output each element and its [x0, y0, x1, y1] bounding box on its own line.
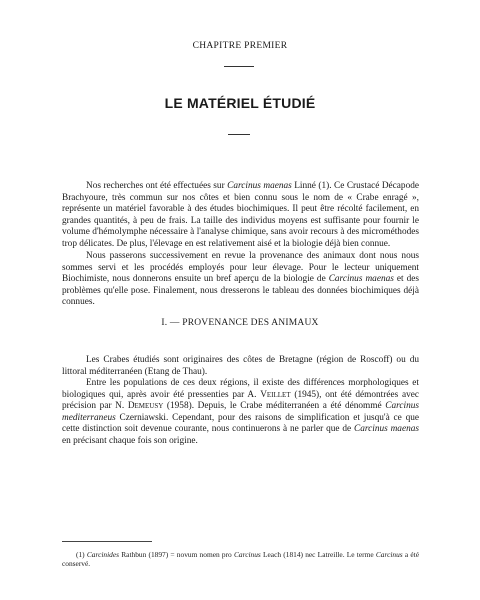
text-run: en précisant chaque fois son origine.: [62, 435, 198, 446]
section-paragraph-2: [62, 378, 419, 447]
species-name: Carcinus maenas: [354, 424, 419, 435]
author-name: Demeusy: [127, 401, 164, 412]
section-heading: I. — PROVENANCE DES ANIMAUX: [161, 318, 319, 328]
genus-name: Carcinides: [86, 550, 120, 559]
species-name: Carcinus maenas: [328, 274, 394, 285]
genus-name: Carcinus: [233, 550, 261, 559]
text-run: Linné (1). Ce Crustacé Décapode Brachyoure, très commun sur nos côtes et bien connu sous le nom de « Crabe enragé », représente un matériel favorable à des études biochimiques. Il peut être récolté facilement, en grandes quantités, à peu de frais. La taille des individus moyens est suffisante pour fournir le volume d'hémolymphe nécessaire à l'analyse chimique, sans avoir recours à des microméthodes trop délicates. De plus, l'élevage en est relativement aisé et la biologie déjà bien connue.: [62, 181, 419, 249]
text-run: Nous passerons successivement en revue la provenance des animaux dont nous nous sommes servi et les procédés employés pour leur élevage. Pour le lecteur uniquement Biochimiste, nous donnerons ensuite un bref aperçu de la biologie de: [62, 251, 419, 285]
text-run: Entre les populations de ces deux régions, il existe des différences morphologiques et biologiques qui, après avoir été pressenties par A.: [62, 378, 419, 400]
genus-name: Carcinus: [375, 550, 403, 559]
chapter-title: LE MATÉRIEL ÉTUDIÉ: [164, 95, 316, 111]
footnote-rule: [62, 541, 152, 542]
text-run: a été conservé.: [62, 550, 420, 569]
chapter-label: CHAPITRE PREMIER: [192, 41, 288, 51]
text-run: (1): [76, 550, 87, 559]
ornament-rule-title: [228, 134, 250, 135]
species-name: Carcinus mediterraneus: [62, 401, 419, 423]
author-name: Veillet: [260, 389, 291, 400]
text-run: Rathbun (1897) = novum nomen pro: [119, 550, 234, 559]
text-run: (1945), ont été démontrées avec précision par N.: [62, 389, 419, 412]
text-run: (1958). Depuis, le Crabe méditerranéen a été dénommé: [163, 401, 386, 412]
ornament-rule-top: [224, 66, 254, 67]
section-paragraph-1: Les Crabes étudiés sont originaires des côtes de Bretagne (région de Roscoff) ou du littoral méditerranéen (Etang de Thau).: [62, 355, 419, 377]
text-run: et des problèmes qu'elle pose. Finalement, nous dresserons le tableau des données biochimiques déjà connues.: [62, 274, 419, 308]
species-name: Carcinus maenas: [227, 181, 292, 191]
intro-paragraph-1: [62, 181, 419, 250]
text-run: Czerniawski. Cependant, pour des raisons de simplification et jusqu'à ce que cette distinction soit devenue courante, nous continuerons à ne parler que de: [62, 412, 419, 435]
text-run: Nos recherches ont été effectuées sur: [86, 181, 228, 191]
footnote: [62, 550, 419, 569]
text-run: Leach (1814) nec Latreille. Le terme: [260, 550, 376, 559]
intro-paragraph-2: [62, 251, 419, 309]
